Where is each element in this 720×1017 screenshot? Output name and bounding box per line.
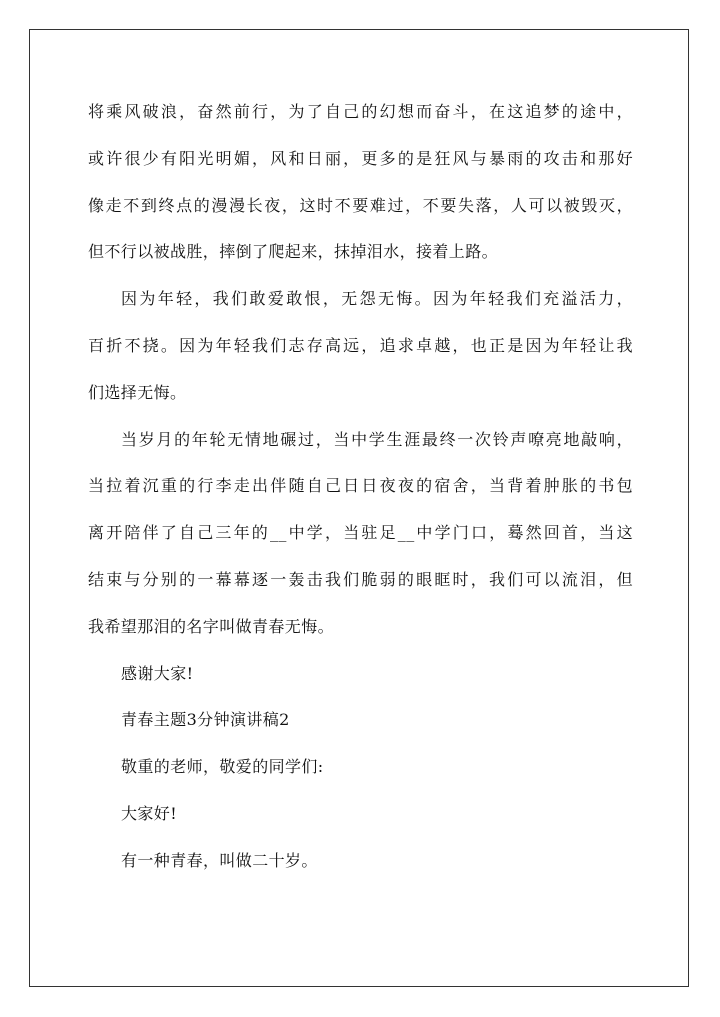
paragraph-start-line: 当岁月的年轮无情地碾过，当中学生涯最终一次铃声嘹亮地敲响，: [121, 429, 633, 449]
text-line: 但不行以被战胜，摔倒了爬起来，抹掉泪水，接着上路。: [88, 242, 499, 262]
text-line: 将乘风破浪，奋然前行，为了自己的幻想而奋斗，在这追梦的途中，: [88, 102, 633, 121]
opening-line: 有一种青春，叫做二十岁。: [121, 850, 318, 870]
text-line: 结束与分别的一幕幕逐一轰击我们脆弱的眼眶时，我们可以流泪，但: [88, 569, 633, 589]
closing-thanks: 感谢大家!: [121, 663, 194, 683]
greeting: 大家好!: [121, 803, 178, 823]
text-line: 当拉着沉重的行李走出伴随自己日日夜夜的宿舍，当背着肿胀的书包: [88, 476, 633, 496]
text-line: 像走不到终点的漫漫长夜，这时不要难过，不要失落，人可以被毁灭，: [88, 195, 633, 215]
salutation: 敬重的老师，敬爱的同学们:: [121, 757, 324, 777]
text-line: 百折不挠。因为年轻我们志存高远，追求卓越，也正是因为年轻让我: [88, 335, 633, 355]
text-line: 离开陪伴了自己三年的__中学，当驻足__中学门口，蓦然回首，当这: [88, 523, 633, 543]
text-line: 或许很少有阳光明媚，风和日丽，更多的是狂风与暴雨的攻击和那好: [88, 148, 633, 168]
text-line: 我希望那泪的名字叫做青春无悔。: [88, 616, 335, 636]
section-title: 青春主题3分钟演讲稿2: [121, 710, 290, 730]
paragraph-start-line: 因为年轻，我们敢爱敢恨，无怨无悔。因为年轻我们充溢活力，: [121, 289, 633, 309]
text-line: 们选择无悔。: [88, 382, 187, 402]
document-body: [88, 96, 633, 892]
